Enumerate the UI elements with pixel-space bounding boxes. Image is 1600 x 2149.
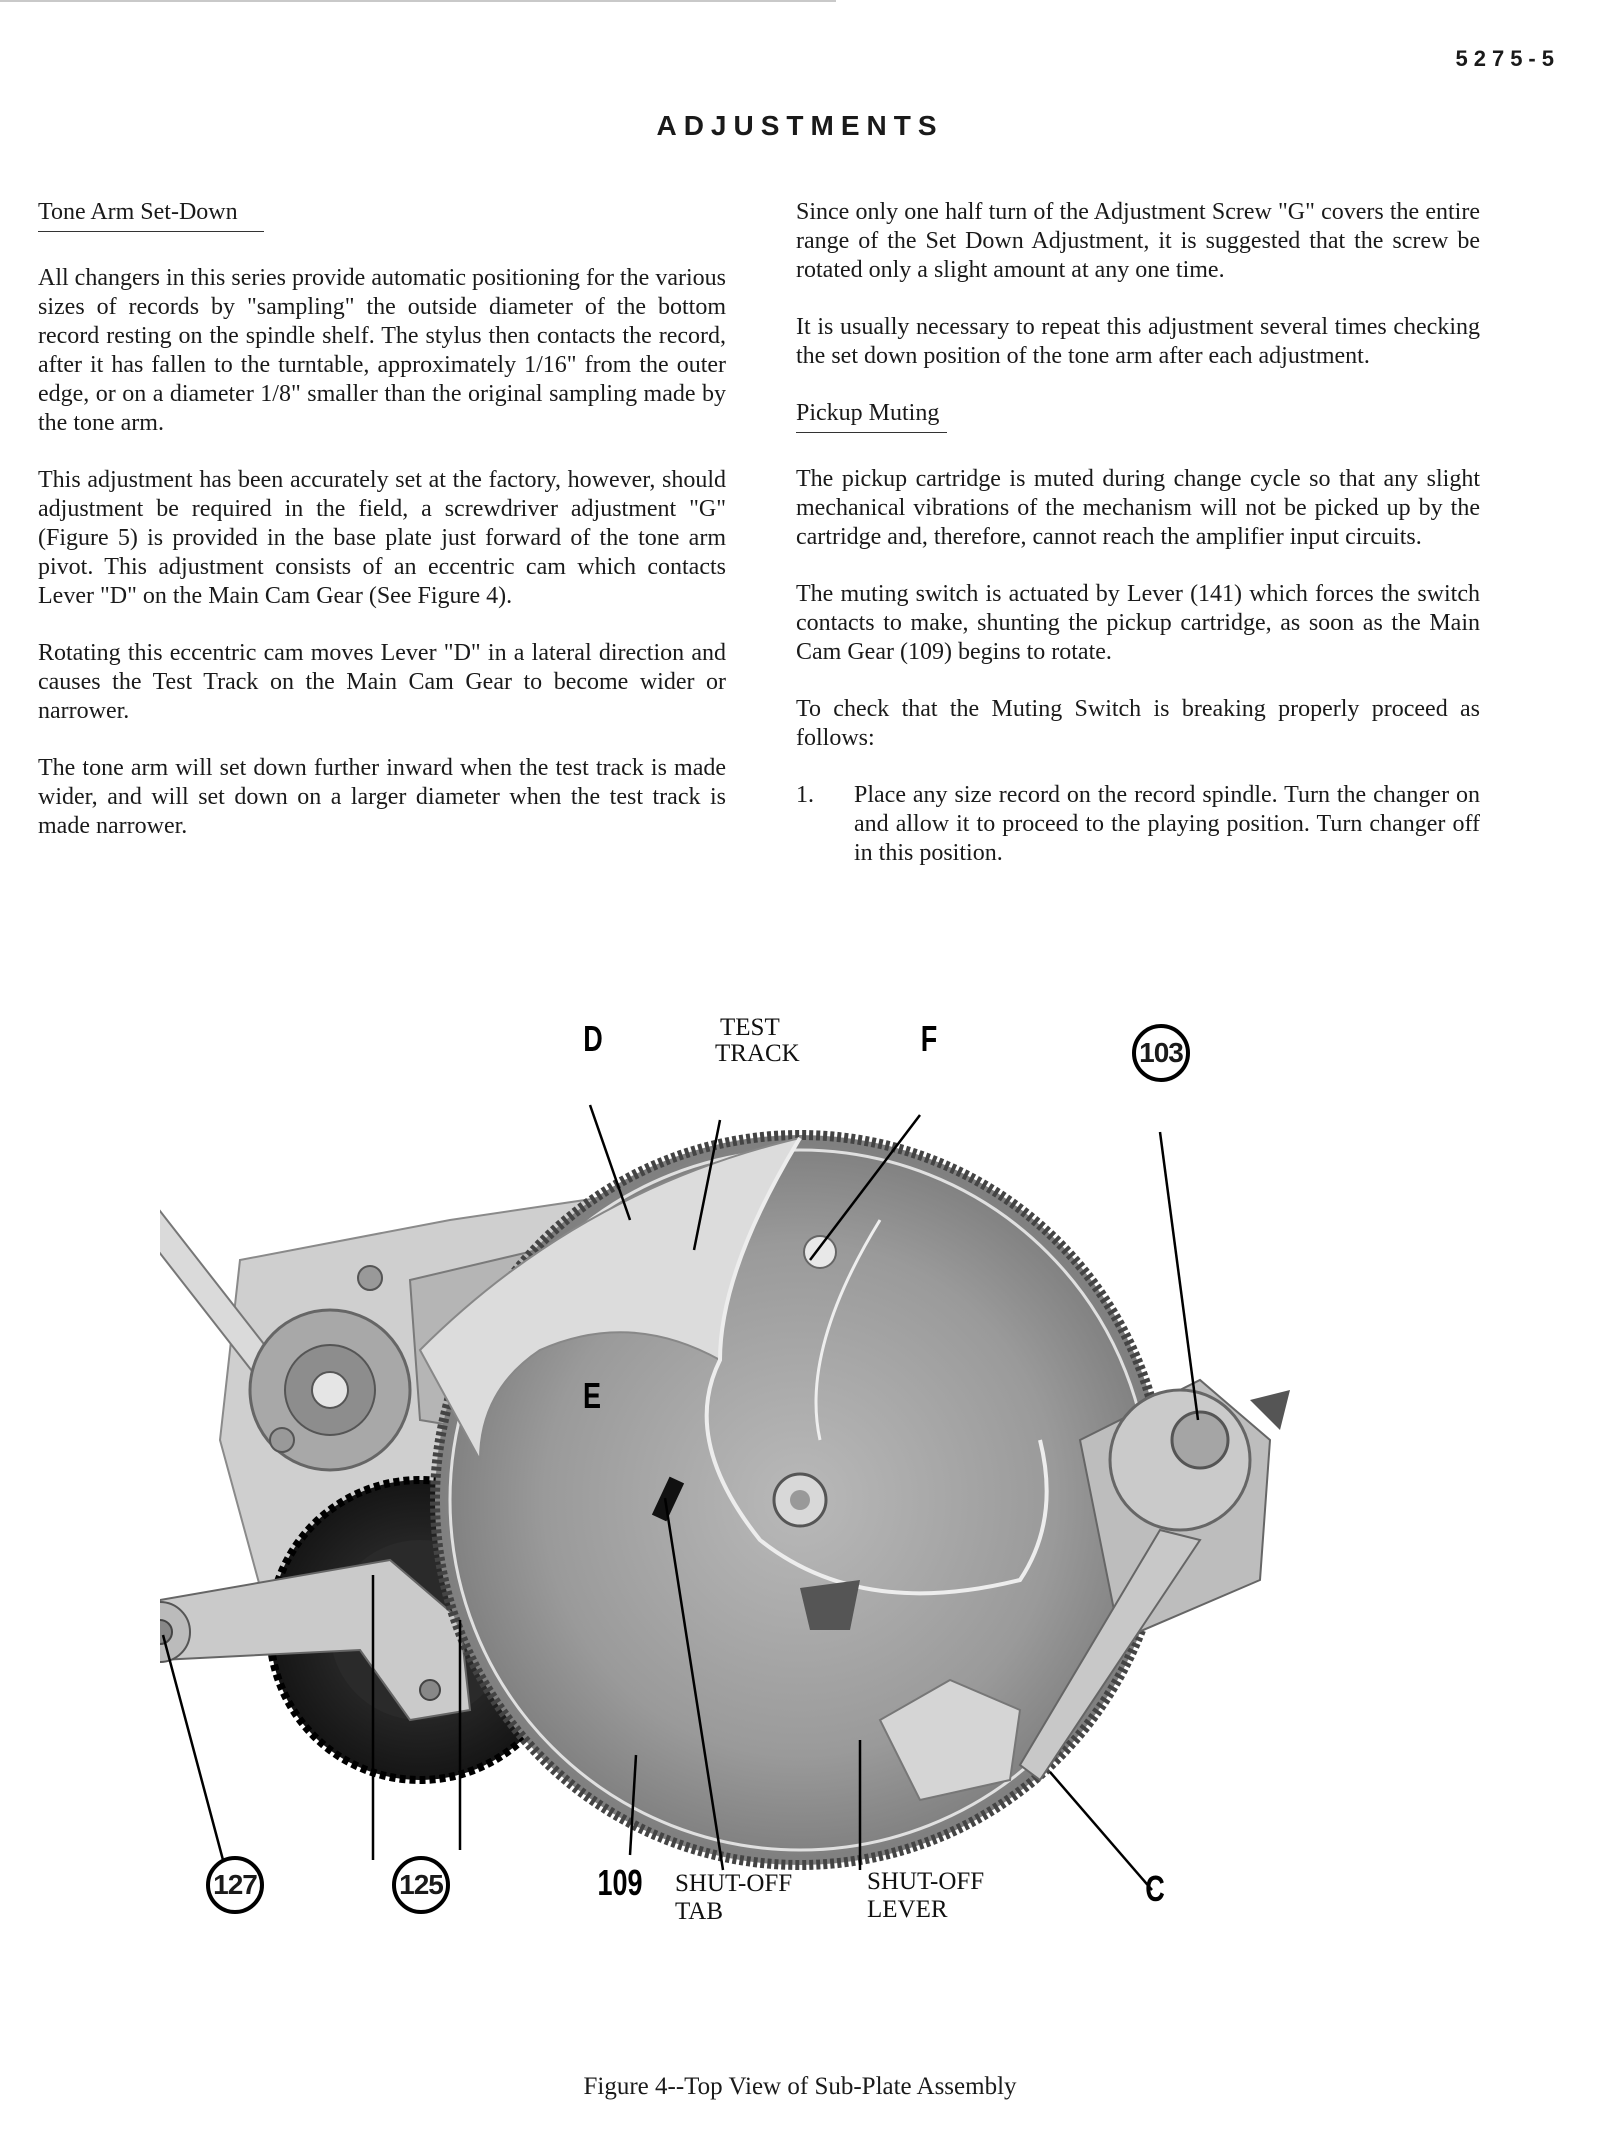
paragraph: All changers in this series provide automatic positioning for the various sizes of records by "sampling" the outside diameter of the bottom record resting on the spindle shelf. The stylus then contacts the record, after it has fallen to the turntable, approximately 1/16" from the outer edge, or on a diameter 1/8" smaller than the original sampling made by the tone arm.	[38, 265, 726, 436]
right-column	[796, 198, 1480, 868]
list-number: 1.	[796, 782, 814, 808]
label-shut-off-lever-2: LEVER	[867, 1896, 948, 1923]
paragraph: It is usually necessary to repeat this adjustment several times checking the set down position of the tone arm after each adjustment.	[796, 314, 1480, 369]
figure-caption: Figure 4--Top View of Sub-Plate Assembly	[583, 2073, 1017, 2100]
mechanism-illustration	[160, 1020, 1500, 1940]
page-heading: ADJUSTMENTS	[656, 110, 944, 141]
paragraph: The tone arm will set down further inward when the test track is made wider, and will set down on a larger diameter when the test track is made narrower.	[38, 755, 726, 839]
label-e: E	[583, 1375, 602, 1416]
label-c: C	[1145, 1868, 1165, 1909]
callout-103: 103	[1132, 1024, 1190, 1082]
list-item	[796, 781, 1480, 868]
subheading-tone-arm-set-down: Tone Arm Set-Down	[38, 198, 264, 232]
label-f: F	[920, 1018, 938, 1059]
stud-103	[1172, 1412, 1228, 1468]
label-109: 109	[597, 1862, 643, 1903]
label-d: D	[583, 1018, 603, 1059]
scan-edge-line	[0, 0, 836, 2]
page-number: 5275-5	[1455, 46, 1560, 71]
label-test-track-1: TEST	[720, 1014, 780, 1041]
callout-125: 125	[392, 1856, 450, 1914]
paragraph: To check that the Muting Switch is breaking properly proceed as follows:	[796, 696, 1480, 751]
paragraph: Since only one half turn of the Adjustment Screw "G" covers the entire range of the Set Down Adjustment, it is suggested that the screw be rotated only a slight amount at any one time.	[796, 199, 1480, 283]
figure-sub-plate-assembly	[160, 1014, 1500, 1940]
callout-127: 127	[206, 1856, 264, 1914]
paragraph: Rotating this eccentric cam moves Lever "D" in a lateral direction and causes the Test Track on the Main Cam Gear to become wider or narrower.	[38, 640, 726, 724]
left-column	[38, 198, 726, 869]
paragraph: The pickup cartridge is muted during change cycle so that any slight mechanical vibrations of the mechanism will not be picked up by the cartridge and, therefore, cannot reach the amplifier input circuits.	[796, 466, 1480, 550]
label-shut-off-lever-1: SHUT-OFF	[867, 1868, 985, 1895]
label-shut-off-tab-1: SHUT-OFF	[675, 1870, 793, 1897]
subheading-pickup-muting: Pickup Muting	[796, 399, 947, 433]
label-test-track-2: TRACK	[715, 1040, 800, 1067]
label-shut-off-tab-2: TAB	[675, 1898, 723, 1925]
paragraph: The muting switch is actuated by Lever (141) which forces the switch contacts to make, shunting the pickup cartridge, as soon as the Main Cam Gear (109) begins to rotate.	[796, 581, 1480, 665]
list-text: Place any size record on the record spindle. Turn the changer on and allow it to proceed to the playing position. Turn changer off in this position.	[854, 782, 1480, 866]
paragraph: This adjustment has been accurately set at the factory, however, should adjustment be required in the field, a screwdriver adjustment "G" (Figure 5) is provided in the base plate just forward of the tone arm pivot. This adjustment consists of an eccentric cam which contacts Lever "D" on the Main Cam Gear (See Figure 4).	[38, 467, 726, 609]
